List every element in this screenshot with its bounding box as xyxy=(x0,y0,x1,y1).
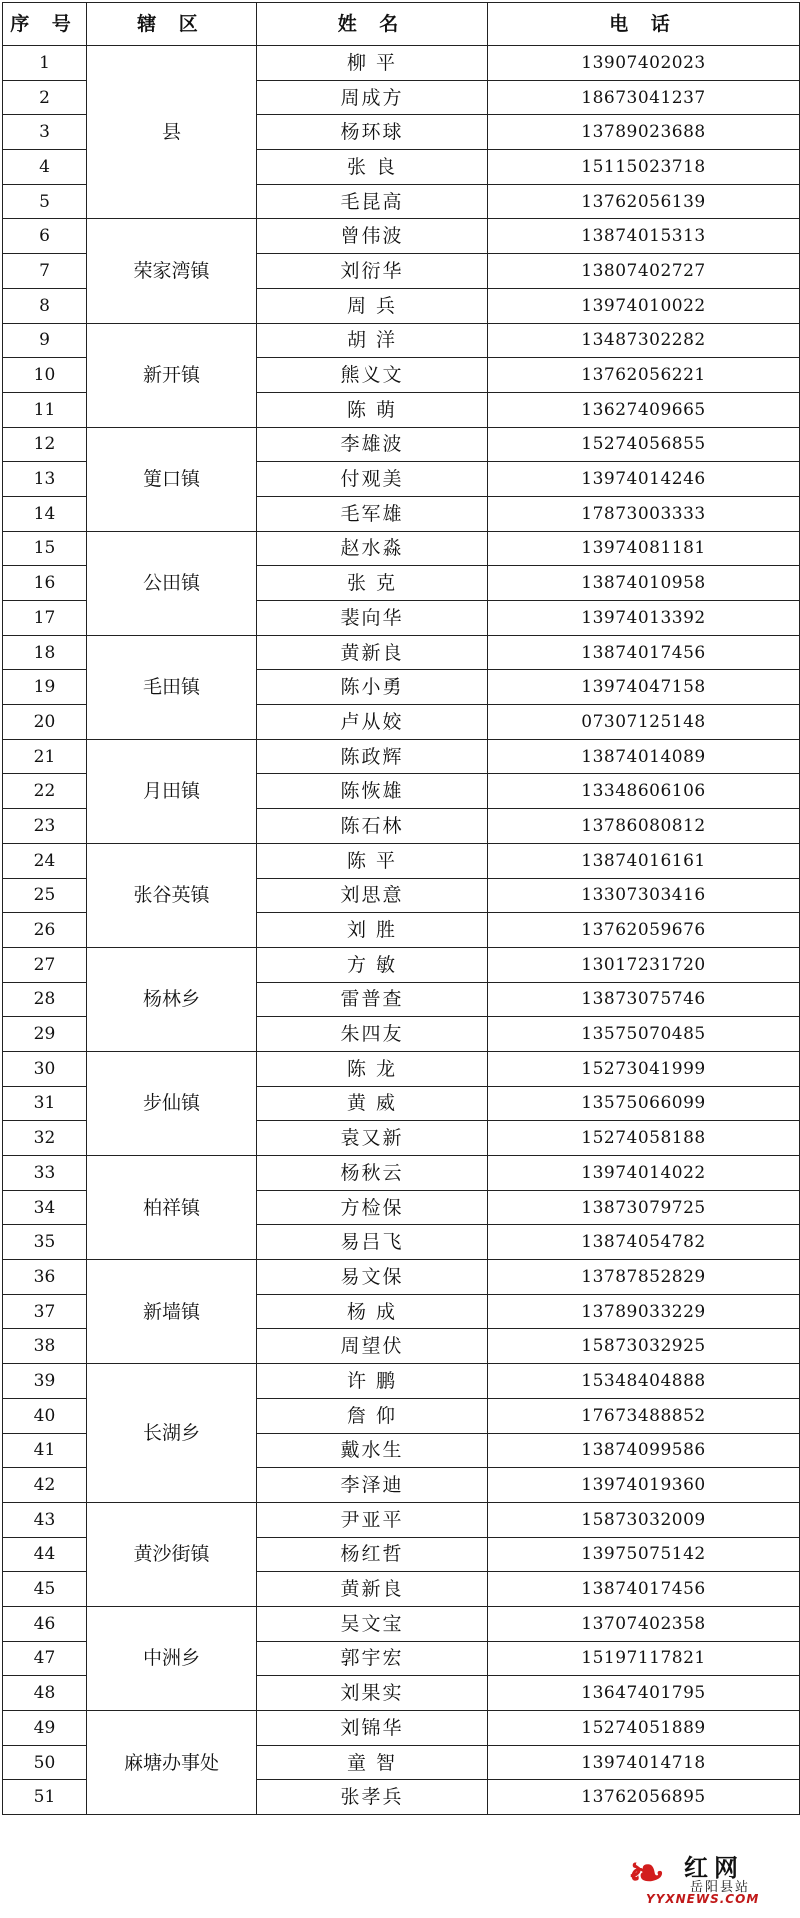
phone-number: 15273041999 xyxy=(488,1051,800,1086)
phone-number: 13789033229 xyxy=(488,1294,800,1329)
person-name: 胡 洋 xyxy=(257,323,488,358)
district-cell: 张谷英镇 xyxy=(87,843,257,947)
person-name: 周 兵 xyxy=(257,288,488,323)
row-number: 3 xyxy=(3,115,87,150)
row-number: 49 xyxy=(3,1711,87,1746)
phone-number: 13874099586 xyxy=(488,1433,800,1468)
district-cell: 新开镇 xyxy=(87,323,257,427)
row-number: 13 xyxy=(3,462,87,497)
phone-number: 13487302282 xyxy=(488,323,800,358)
header-number: 序 号 xyxy=(3,3,87,46)
row-number: 36 xyxy=(3,1260,87,1295)
header-district: 辖 区 xyxy=(87,3,257,46)
person-name: 杨秋云 xyxy=(257,1156,488,1191)
row-number: 7 xyxy=(3,254,87,289)
person-name: 杨红哲 xyxy=(257,1537,488,1572)
table-row xyxy=(3,843,800,878)
row-number: 40 xyxy=(3,1398,87,1433)
row-number: 33 xyxy=(3,1156,87,1191)
row-number: 46 xyxy=(3,1606,87,1641)
district-cell: 步仙镇 xyxy=(87,1051,257,1155)
phone-number: 13974019360 xyxy=(488,1468,800,1503)
table-row xyxy=(3,531,800,566)
phone-number: 13762059676 xyxy=(488,913,800,948)
row-number: 14 xyxy=(3,496,87,531)
table-row xyxy=(3,46,800,81)
person-name: 刘锦华 xyxy=(257,1711,488,1746)
table-row xyxy=(3,1156,800,1191)
phone-number: 07307125148 xyxy=(488,705,800,740)
phone-number: 13627409665 xyxy=(488,392,800,427)
row-number: 47 xyxy=(3,1641,87,1676)
person-name: 吴文宝 xyxy=(257,1606,488,1641)
person-name: 袁又新 xyxy=(257,1121,488,1156)
phone-number: 13974047158 xyxy=(488,670,800,705)
person-name: 毛昆高 xyxy=(257,184,488,219)
row-number: 1 xyxy=(3,46,87,81)
header-phone: 电 话 xyxy=(488,3,800,46)
phone-number: 13807402727 xyxy=(488,254,800,289)
district-cell: 县 xyxy=(87,46,257,219)
row-number: 18 xyxy=(3,635,87,670)
phone-number: 15274056855 xyxy=(488,427,800,462)
district-cell: 公田镇 xyxy=(87,531,257,635)
row-number: 35 xyxy=(3,1225,87,1260)
phone-number: 13907402023 xyxy=(488,46,800,81)
row-number: 39 xyxy=(3,1364,87,1399)
phone-number: 13873075746 xyxy=(488,982,800,1017)
phone-number: 13974014022 xyxy=(488,1156,800,1191)
table-body xyxy=(3,46,800,1815)
person-name: 曾伟波 xyxy=(257,219,488,254)
row-number: 32 xyxy=(3,1121,87,1156)
site-watermark xyxy=(628,1846,778,1910)
watermark-logo-icon: ❧ xyxy=(628,1848,665,1899)
table-row xyxy=(3,1711,800,1746)
phone-number: 13348606106 xyxy=(488,774,800,809)
person-name: 戴水生 xyxy=(257,1433,488,1468)
person-name: 裴向华 xyxy=(257,601,488,636)
row-number: 19 xyxy=(3,670,87,705)
phone-number: 13575066099 xyxy=(488,1086,800,1121)
person-name: 毛军雄 xyxy=(257,496,488,531)
person-name: 郭宇宏 xyxy=(257,1641,488,1676)
phone-number: 13874054782 xyxy=(488,1225,800,1260)
person-name: 刘果实 xyxy=(257,1676,488,1711)
phone-number: 15115023718 xyxy=(488,150,800,185)
table-row xyxy=(3,323,800,358)
phone-number: 15274051889 xyxy=(488,1711,800,1746)
person-name: 周成方 xyxy=(257,80,488,115)
phone-number: 13874014089 xyxy=(488,739,800,774)
person-name: 张 克 xyxy=(257,566,488,601)
phone-number: 15274058188 xyxy=(488,1121,800,1156)
row-number: 10 xyxy=(3,358,87,393)
row-number: 45 xyxy=(3,1572,87,1607)
person-name: 刘思意 xyxy=(257,878,488,913)
row-number: 6 xyxy=(3,219,87,254)
district-cell: 新墙镇 xyxy=(87,1260,257,1364)
phone-number: 13975075142 xyxy=(488,1537,800,1572)
phone-number: 13762056221 xyxy=(488,358,800,393)
phone-number: 17873003333 xyxy=(488,496,800,531)
district-cell: 荣家湾镇 xyxy=(87,219,257,323)
row-number: 16 xyxy=(3,566,87,601)
person-name: 詹 仰 xyxy=(257,1398,488,1433)
person-name: 陈小勇 xyxy=(257,670,488,705)
row-number: 21 xyxy=(3,739,87,774)
phone-number: 13307303416 xyxy=(488,878,800,913)
phone-number: 13974014246 xyxy=(488,462,800,497)
watermark-sub: 岳阳县站 xyxy=(690,1880,751,1895)
phone-number: 13762056139 xyxy=(488,184,800,219)
row-number: 43 xyxy=(3,1502,87,1537)
row-number: 50 xyxy=(3,1745,87,1780)
row-number: 30 xyxy=(3,1051,87,1086)
table-row xyxy=(3,1606,800,1641)
table-row xyxy=(3,219,800,254)
person-name: 陈 平 xyxy=(257,843,488,878)
person-name: 陈 龙 xyxy=(257,1051,488,1086)
person-name: 黄 威 xyxy=(257,1086,488,1121)
row-number: 8 xyxy=(3,288,87,323)
table-row xyxy=(3,1502,800,1537)
phone-number: 13874017456 xyxy=(488,635,800,670)
row-number: 12 xyxy=(3,427,87,462)
row-number: 20 xyxy=(3,705,87,740)
contact-table xyxy=(2,2,800,1815)
row-number: 17 xyxy=(3,601,87,636)
row-number: 2 xyxy=(3,80,87,115)
person-name: 尹亚平 xyxy=(257,1502,488,1537)
phone-number: 13974010022 xyxy=(488,288,800,323)
person-name: 童 智 xyxy=(257,1745,488,1780)
person-name: 杨 成 xyxy=(257,1294,488,1329)
phone-number: 13575070485 xyxy=(488,1017,800,1052)
district-cell: 柏祥镇 xyxy=(87,1156,257,1260)
table-row xyxy=(3,1260,800,1295)
table-row xyxy=(3,1051,800,1086)
row-number: 42 xyxy=(3,1468,87,1503)
row-number: 29 xyxy=(3,1017,87,1052)
person-name: 易文保 xyxy=(257,1260,488,1295)
person-name: 黄新良 xyxy=(257,635,488,670)
person-name: 杨环球 xyxy=(257,115,488,150)
person-name: 熊义文 xyxy=(257,358,488,393)
person-name: 卢从姣 xyxy=(257,705,488,740)
phone-number: 13762056895 xyxy=(488,1780,800,1815)
district-cell: 黄沙街镇 xyxy=(87,1502,257,1606)
table-row xyxy=(3,427,800,462)
phone-number: 18673041237 xyxy=(488,80,800,115)
row-number: 5 xyxy=(3,184,87,219)
watermark-url: YYXNEWS.COM xyxy=(646,1892,760,1906)
row-number: 37 xyxy=(3,1294,87,1329)
person-name: 许 鹏 xyxy=(257,1364,488,1399)
row-number: 24 xyxy=(3,843,87,878)
row-number: 41 xyxy=(3,1433,87,1468)
person-name: 李雄波 xyxy=(257,427,488,462)
phone-number: 13874016161 xyxy=(488,843,800,878)
table-row xyxy=(3,739,800,774)
phone-number: 15873032925 xyxy=(488,1329,800,1364)
district-cell: 杨林乡 xyxy=(87,947,257,1051)
phone-number: 13787852829 xyxy=(488,1260,800,1295)
district-cell: 筻口镇 xyxy=(87,427,257,531)
person-name: 易吕飞 xyxy=(257,1225,488,1260)
person-name: 朱四友 xyxy=(257,1017,488,1052)
row-number: 4 xyxy=(3,150,87,185)
phone-number: 13974014718 xyxy=(488,1745,800,1780)
person-name: 陈石林 xyxy=(257,809,488,844)
person-name: 李泽迪 xyxy=(257,1468,488,1503)
district-cell: 麻塘办事处 xyxy=(87,1711,257,1815)
person-name: 柳 平 xyxy=(257,46,488,81)
header-name: 姓 名 xyxy=(257,3,488,46)
phone-number: 13647401795 xyxy=(488,1676,800,1711)
row-number: 27 xyxy=(3,947,87,982)
person-name: 周望伏 xyxy=(257,1329,488,1364)
row-number: 11 xyxy=(3,392,87,427)
district-cell: 毛田镇 xyxy=(87,635,257,739)
person-name: 陈 萌 xyxy=(257,392,488,427)
row-number: 38 xyxy=(3,1329,87,1364)
person-name: 雷普查 xyxy=(257,982,488,1017)
district-cell: 长湖乡 xyxy=(87,1364,257,1503)
person-name: 付观美 xyxy=(257,462,488,497)
row-number: 15 xyxy=(3,531,87,566)
row-number: 34 xyxy=(3,1190,87,1225)
person-name: 刘衍华 xyxy=(257,254,488,289)
phone-number: 13873079725 xyxy=(488,1190,800,1225)
person-name: 方 敏 xyxy=(257,947,488,982)
phone-number: 15873032009 xyxy=(488,1502,800,1537)
row-number: 25 xyxy=(3,878,87,913)
row-number: 51 xyxy=(3,1780,87,1815)
row-number: 31 xyxy=(3,1086,87,1121)
phone-number: 15348404888 xyxy=(488,1364,800,1399)
person-name: 黄新良 xyxy=(257,1572,488,1607)
phone-number: 13874015313 xyxy=(488,219,800,254)
row-number: 44 xyxy=(3,1537,87,1572)
watermark-name: 红网 xyxy=(684,1854,744,1882)
row-number: 9 xyxy=(3,323,87,358)
phone-number: 13874010958 xyxy=(488,566,800,601)
table-row xyxy=(3,947,800,982)
phone-number: 13974013392 xyxy=(488,601,800,636)
row-number: 28 xyxy=(3,982,87,1017)
person-name: 赵水淼 xyxy=(257,531,488,566)
phone-number: 13017231720 xyxy=(488,947,800,982)
district-cell: 月田镇 xyxy=(87,739,257,843)
district-cell: 中洲乡 xyxy=(87,1606,257,1710)
phone-number: 13874017456 xyxy=(488,1572,800,1607)
phone-number: 13974081181 xyxy=(488,531,800,566)
person-name: 方检保 xyxy=(257,1190,488,1225)
header-row xyxy=(3,3,800,46)
phone-number: 13786080812 xyxy=(488,809,800,844)
row-number: 48 xyxy=(3,1676,87,1711)
person-name: 张孝兵 xyxy=(257,1780,488,1815)
phone-number: 13707402358 xyxy=(488,1606,800,1641)
person-name: 陈恢雄 xyxy=(257,774,488,809)
person-name: 陈政辉 xyxy=(257,739,488,774)
row-number: 23 xyxy=(3,809,87,844)
person-name: 张 良 xyxy=(257,150,488,185)
row-number: 22 xyxy=(3,774,87,809)
table-row xyxy=(3,1364,800,1399)
phone-number: 15197117821 xyxy=(488,1641,800,1676)
table-row xyxy=(3,635,800,670)
person-name: 刘 胜 xyxy=(257,913,488,948)
phone-number: 13789023688 xyxy=(488,115,800,150)
row-number: 26 xyxy=(3,913,87,948)
phone-number: 17673488852 xyxy=(488,1398,800,1433)
